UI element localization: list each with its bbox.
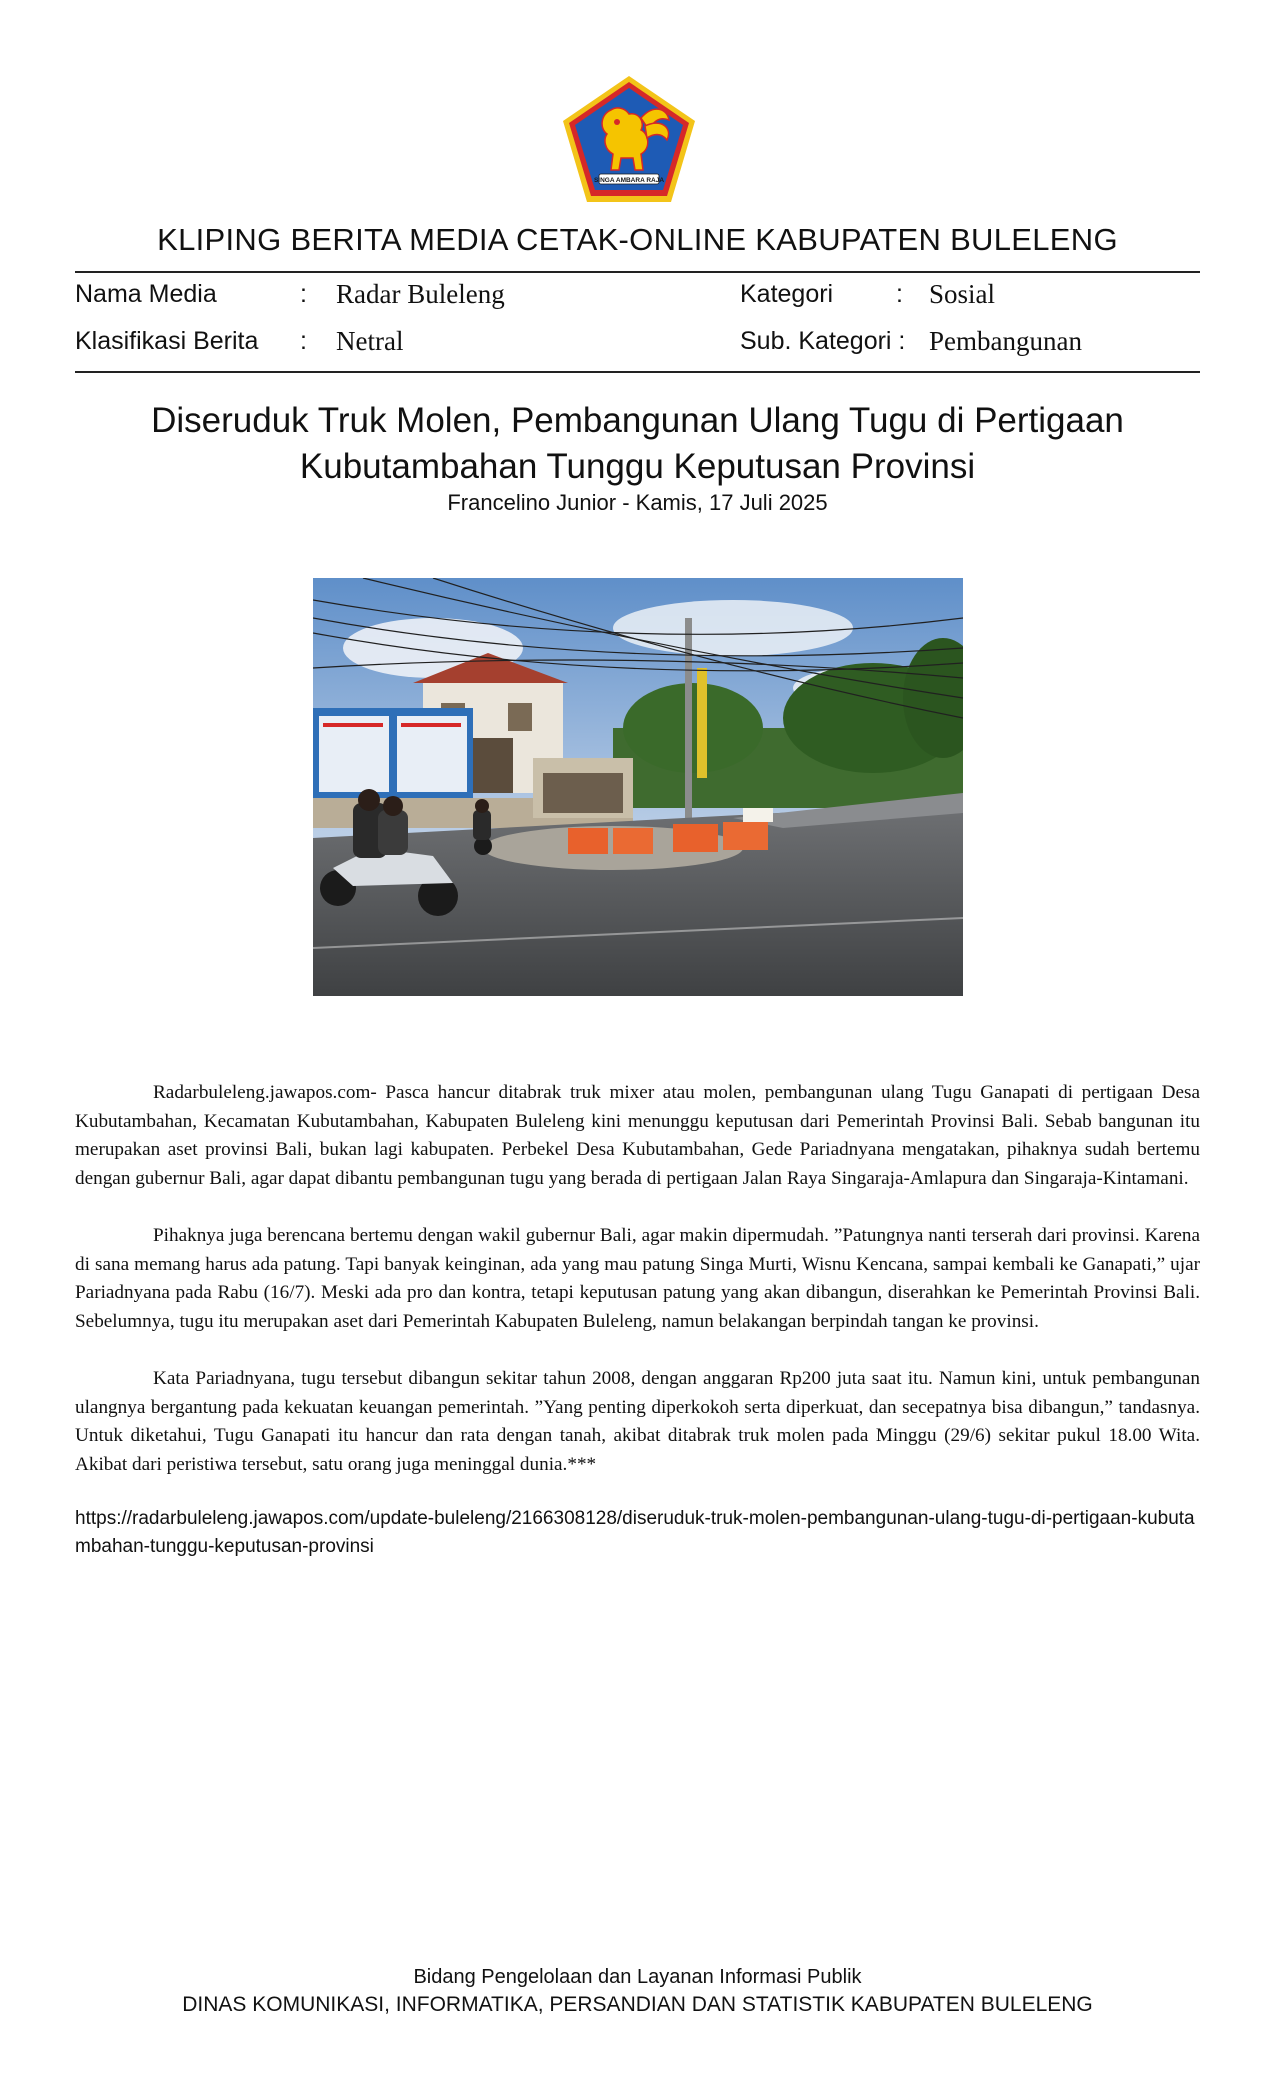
article-byline: Francelino Junior - Kamis, 17 Juli 2025 [447,490,828,515]
article-headline: Diseruduk Truk Molen, Pembangunan Ulang Tugu di Pertigaan Kubutambahan Tunggu Keputusan Provinsi [151,401,1124,486]
emblem-text: SINGA AMBARA RAJA [593,177,665,184]
article-paragraph-1: Radarbuleleng.jawapos.com- Pasca hancur ditabrak truk mixer atau molen, pembangunan ulang Tugu Ganapati di pertigaan Desa Kubutambahan, Kecamatan Kubutambahan, Kabupaten Buleleng kini menunggu keputusan dari Pemerintah Provinsi Bali. Sebab bangunan itu merupakan aset provinsi Bali, bukan lagi kabupaten. Perbekel Desa Kubutambahan, Gede Pariadnyana mengatakan, pihaknya sudah bertemu dengan gubernur Bali, agar dapat dibantu pembangunan tugu yang berada di pertigaan Jalan Raya Singaraja-Amlapura dan Singaraja-Kintamani. [75,1082,1200,1189]
nama-media-value: Radar Buleleng [336,279,505,309]
footer-department: DINAS KOMUNIKASI, INFORMATIKA, PERSANDIAN DAN STATISTIK KABUPATEN BULELENG [182,1993,1093,2016]
article-paragraph-2: Pihaknya juga berencana bertemu dengan wakil gubernur Bali, agar makin dipermudah. ”Patungnya nanti terserah dari provinsi. Karena di sana memang harus ada patung. Tapi banyak keinginan, ada yang mau patung Singa Murti, Wisnu Kencana, sampai kembali ke Ganapati,” ujar Pariadnyana pada Rabu (16/7). Meski ada pro dan kontra, tetapi keputusan patung yang akan dibangun, diserahkan ke Pemerintah Provinsi Bali. Sebelumnya, tugu itu merupakan aset dari Pemerintah Kabupaten Buleleng, namun belakangan berpindah tangan ke provinsi. [75,1225,1200,1332]
buleleng-emblem-logo [561,74,697,204]
sub-kategori-value: Pembangunan [929,326,1082,356]
kategori-value: Sosial [929,279,996,309]
header-bottom-rule [75,371,1200,373]
kategori-label: Kategori [740,280,834,308]
klasifikasi-berita-label: Klasifikasi Berita [75,327,259,355]
source-url-link[interactable]: https://radarbuleleng.jawapos.com/update-buleleng/2166308128/diseruduk-truk-molen-pembangunan-ulang-tugu-di-pertigaan-kubutambahan-tunggu-keputusan-provinsi [75,1508,1195,1557]
nama-media-label: Nama Media [75,280,217,308]
klasifikasi-berita-colon: : [300,327,307,355]
article-body [75,1079,1200,1508]
klasifikasi-berita-value: Netral [336,326,404,356]
article-paragraph-3: Kata Pariadnyana, tugu tersebut dibangun sekitar tahun 2008, dengan anggaran Rp200 juta saat itu. Namun kini, untuk pembangunan ulangnya bergantung pada kekuatan keuangan pemerintah. ”Yang penting diperkokoh serta diperkuat, dan secepatnya bisa dibangun,” tandasnya. Untuk diketahui, Tugu Ganapati itu hancur dan rata dengan tanah, akibat ditabrak truk molen pada Minggu (29/6) sekitar pukul 18.00 Wita. Akibat dari peristiwa tersebut, satu orang juga meninggal dunia.*** [75,1368,1200,1475]
document-title: KLIPING BERITA MEDIA CETAK-ONLINE KABUPATEN BULELENG [157,222,1118,257]
header-top-rule [75,271,1200,273]
article-photo [313,578,963,996]
kategori-colon: : [896,280,903,308]
sub-kategori-label: Sub. Kategori : [740,327,906,355]
footer-division: Bidang Pengelolaan dan Layanan Informasi Publik [413,1966,862,1988]
nama-media-colon: : [300,280,307,308]
